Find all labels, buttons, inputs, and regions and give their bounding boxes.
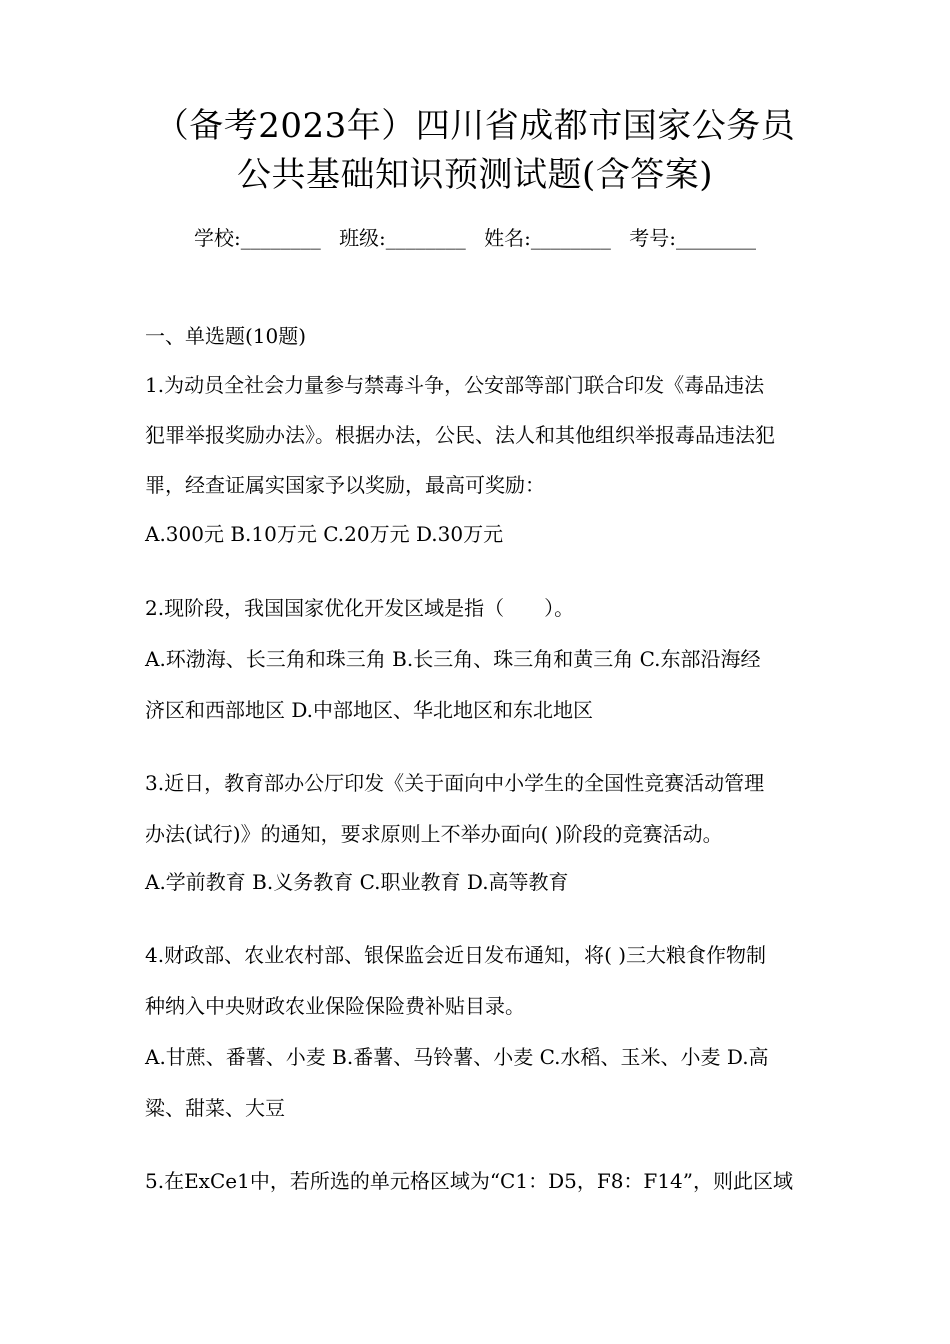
exam-number-field: 考号:________ [629,226,757,250]
student-info-row [0,224,950,252]
question-4-options-line-1: A.甘蔗、番薯、小麦 B.番薯、马铃薯、小麦 C.水稻、玉米、小麦 D.高 [145,1045,769,1069]
question-4-line-2: 种纳入中央财政农业保险保险费补贴目录。 [145,994,525,1018]
section-heading: 一、单选题(10题) [145,324,307,348]
question-4-line-1: 4.财政部、农业农村部、银保监会近日发布通知，将( )三大粮食作物制 [145,943,767,967]
school-field: 学校:________ [193,226,321,250]
question-3-line-2: 办法(试行)》的通知，要求原则上不举办面向( )阶段的竞赛活动。 [145,822,723,846]
document-title-line-1: （备考2023年）四川省成都市国家公务员 [154,106,796,146]
question-3-line-1: 3.近日，教育部办公厅印发《关于面向中小学生的全国性竞赛活动管理 [145,771,765,795]
document-title-line-2: 公共基础知识预测试题(含答案) [236,155,714,195]
question-3-options: A.学前教育 B.义务教育 C.职业教育 D.高等教育 [145,870,569,894]
name-field: 姓名:________ [484,226,611,250]
question-2-line-1: 2.现阶段，我国国家优化开发区域是指（ ）。 [145,596,575,620]
question-1-options: A.300元 B.10万元 C.20万元 D.30万元 [145,522,504,546]
question-2-options-line-2: 济区和西部地区 D.中部地区、华北地区和东北地区 [145,698,594,722]
question-1-line-3: 罪，经查证属实国家予以奖励，最高可奖励： [145,473,545,497]
question-5-line-1: 5.在ExCe1中，若所选的单元格区域为“C1：D5，F8：F14”，则此区域 [145,1169,793,1193]
class-field: 班级:________ [339,226,466,250]
question-2-options-line-1: A.环渤海、长三角和珠三角 B.长三角、珠三角和黄三角 C.东部沿海经 [145,647,761,671]
question-1-line-1: 1.为动员全社会力量参与禁毒斗争，公安部等部门联合印发《毒品违法 [145,373,765,397]
question-1-line-2: 犯罪举报奖励办法》。根据办法，公民、法人和其他组织举报毒品违法犯 [145,423,775,447]
question-4-options-line-2: 粱、甜菜、大豆 [145,1096,285,1120]
